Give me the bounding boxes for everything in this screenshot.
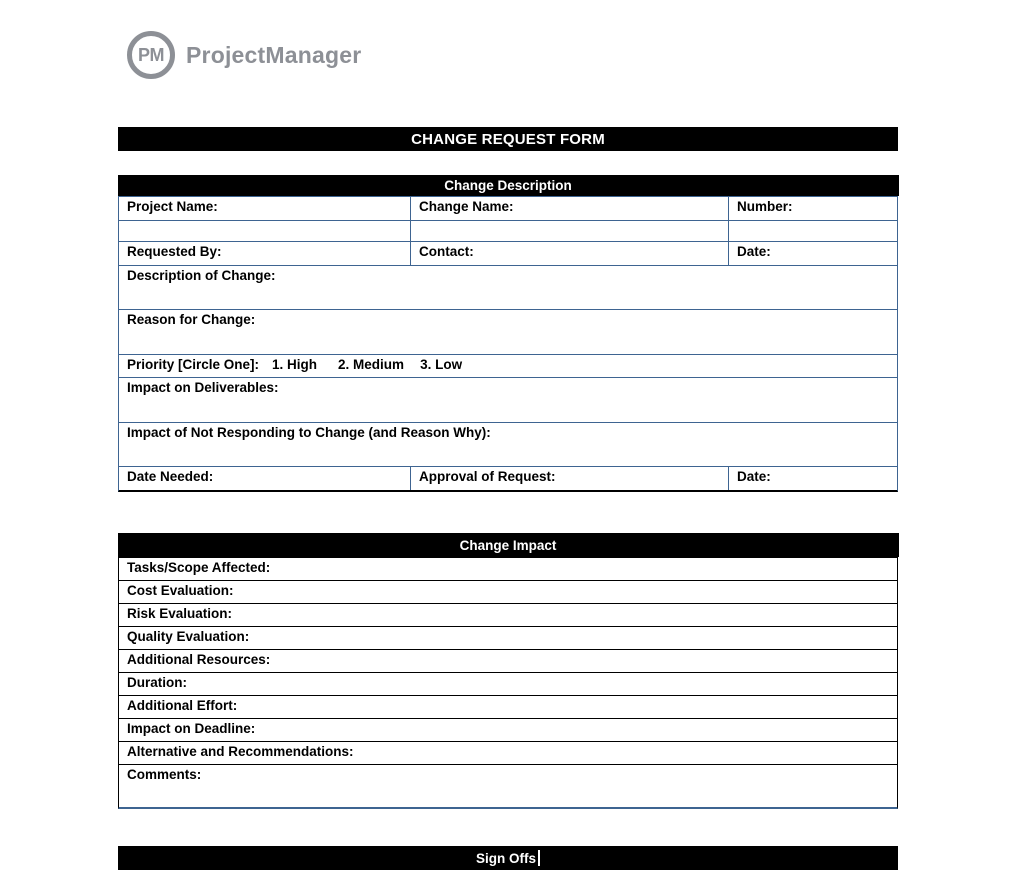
comments-label: Comments:	[127, 767, 202, 782]
requested-date-cell[interactable]	[729, 242, 897, 265]
date-needed-label: Date Needed:	[127, 469, 214, 484]
requested-by-cell[interactable]	[119, 242, 411, 265]
table-row	[119, 265, 897, 310]
contact-cell[interactable]	[411, 242, 729, 265]
pm-monogram-text: PM	[138, 44, 164, 65]
additional-effort-cell[interactable]	[119, 695, 897, 718]
impact-not-responding-cell[interactable]	[119, 423, 897, 467]
priority-cell[interactable]	[119, 355, 897, 378]
number-label-cell[interactable]	[729, 197, 897, 220]
priority-option-medium[interactable]: 2. Medium	[338, 356, 405, 372]
reason-for-change-label: Reason for Change:	[127, 312, 256, 327]
risk-evaluation-cell[interactable]	[119, 603, 897, 626]
change-impact-table	[118, 533, 898, 809]
approval-of-request-cell[interactable]	[411, 467, 729, 490]
table-row	[119, 241, 897, 265]
change-impact-title: Change Impact	[459, 537, 557, 553]
tasks-scope-affected-cell[interactable]	[119, 557, 897, 580]
cost-evaluation-cell[interactable]	[119, 580, 897, 603]
approval-date-label: Date:	[737, 469, 771, 484]
impact-on-deadline-cell[interactable]	[119, 718, 897, 741]
description-of-change-cell[interactable]	[119, 266, 897, 310]
requested-date-label: Date:	[737, 244, 771, 259]
change-impact-header	[118, 533, 899, 557]
reason-for-change-cell[interactable]	[119, 310, 897, 354]
sign-offs-title: Sign Offs	[476, 850, 536, 866]
brand-logo	[127, 31, 361, 79]
project-name-label-cell[interactable]	[119, 197, 411, 220]
additional-resources-cell[interactable]	[119, 649, 897, 672]
number-value-cell[interactable]	[729, 221, 897, 242]
pm-monogram-icon	[127, 31, 175, 79]
change-name-label: Change Name:	[419, 199, 514, 214]
additional-effort-label: Additional Effort:	[127, 698, 238, 713]
impact-on-deadline-label: Impact on Deadline:	[127, 721, 256, 736]
priority-label: Priority [Circle One]:	[127, 356, 260, 372]
priority-option-low[interactable]: 3. Low	[420, 356, 463, 372]
requested-by-label: Requested By:	[127, 244, 222, 259]
risk-evaluation-label: Risk Evaluation:	[127, 606, 233, 621]
impact-not-responding-label: Impact of Not Responding to Change (and Reason Why):	[127, 424, 491, 440]
table-row	[119, 196, 897, 220]
sign-offs-header	[118, 846, 898, 870]
impact-on-deliverables-label: Impact on Deliverables:	[127, 380, 279, 395]
brand-name: ProjectManager	[186, 41, 362, 68]
impact-on-deliverables-cell[interactable]	[119, 378, 897, 422]
form-title-bar	[118, 127, 898, 151]
form-title: CHANGE REQUEST FORM	[411, 130, 605, 148]
table-row	[119, 309, 897, 354]
alternative-recommendations-cell[interactable]	[119, 741, 897, 764]
duration-cell[interactable]	[119, 672, 897, 695]
project-name-value-cell[interactable]	[119, 221, 411, 242]
change-name-label-cell[interactable]	[411, 197, 729, 220]
alternative-recommendations-label: Alternative and Recommendations:	[127, 744, 354, 759]
change-name-value-cell[interactable]	[411, 221, 729, 242]
table-row	[119, 377, 897, 422]
tasks-scope-affected-label: Tasks/Scope Affected:	[127, 560, 271, 575]
approval-date-cell[interactable]	[729, 467, 897, 490]
comments-cell[interactable]	[119, 764, 897, 807]
approval-of-request-label: Approval of Request:	[419, 469, 556, 484]
project-name-label: Project Name:	[127, 199, 218, 214]
date-needed-cell[interactable]	[119, 467, 411, 490]
text-cursor	[538, 850, 540, 866]
duration-label: Duration:	[127, 675, 187, 690]
contact-label: Contact:	[419, 244, 474, 259]
priority-option-high[interactable]: 1. High	[272, 356, 318, 372]
additional-resources-label: Additional Resources:	[127, 652, 271, 667]
table-row	[119, 354, 897, 378]
description-of-change-label: Description of Change:	[127, 267, 276, 283]
quality-evaluation-cell[interactable]	[119, 626, 897, 649]
number-label: Number:	[737, 199, 793, 214]
cost-evaluation-label: Cost Evaluation:	[127, 583, 234, 598]
change-description-header	[118, 175, 899, 196]
quality-evaluation-label: Quality Evaluation:	[127, 629, 250, 644]
change-description-title: Change Description	[444, 178, 572, 193]
table-row	[119, 466, 897, 490]
table-row	[119, 422, 897, 467]
table-row	[119, 220, 897, 242]
change-description-table	[118, 175, 898, 492]
